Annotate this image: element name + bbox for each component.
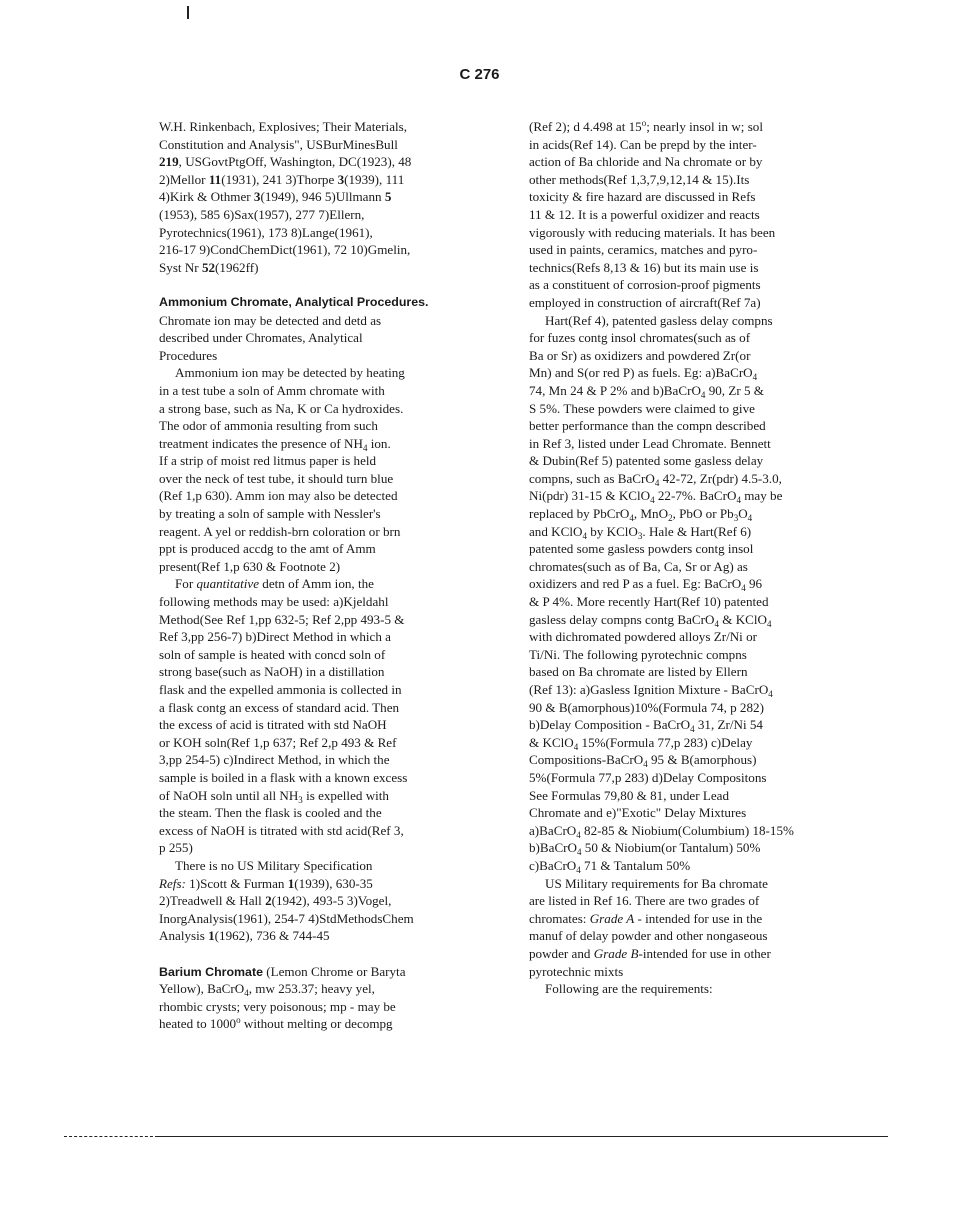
ammonium-chromate-paragraph-1: Chromate ion may be detected and detd as described under Chromates, Analytical Procedures <box>159 312 382 363</box>
barium-chromate-paragraph-3: US Military requirements for Ba chromate are listed in Ref 16. There are two grades of chromates: Grade A - intended for use in the manuf of delay powder and other nongaseous powder and Grade B-intended for use in other pyrotechnic mixts <box>529 875 771 979</box>
left-column <box>159 118 493 1033</box>
page-number: C 276 <box>459 66 500 83</box>
scan-mark <box>187 6 189 19</box>
barium-chromate-paragraph-2: Hart(Ref 4), patented gasless delay compns for fuzes contg insol chromates(such as of Ba or Sr) as oxidizers and powdered Zr(or Mn) and S(or red P) as fuels. Eg: a)BaCrO$_4$ 74, Mn 24 & P 2% and b)BaCrO$_4$ 90, Zr 5 & S 5%. These powders were claimed to give better performance than the compn described in Ref 3, listed under Lead Chromate. Bennett & Dubin(Ref 5) patented some gasless delay compns, such as BaCrO$_4$ 42-72, Zr(pdr) 4.5-3.0, Ni(pdr) 31-15 & KClO$_4$ 22-7%. BaCrO$_4$ may be replaced by PbCrO$_4$, MnO$_2$, PbO or $Pb_3O_4$ and KClO$_4$ by KClO$_3$. Hale & Hart(Ref 6) patented some gasless powders contg insol chromates(such as of Ba, Ca, Sr or Ag) as oxidizers and red P as a fuel. Eg: BaCrO$_4$ 96 & P 4%. More recently Hart(Ref 10) patented gasless delay compns contg BaCrO$_4$ & KClO$_4$ with dichromated powdered alloys Zr/Ni or Ti/Ni. The following pyrotechnic compns based on Ba chromate are listed by Ellern (Ref 13): a)Gasless Ignition Mixture - BaCrO$_4$ 90 & B(amorphous)10%(Formula 74, p 282) b)Delay Composition - BaCrO$_4$ 31, Zr/Ni 54 & KClO$_4$ 15%(Formula 77,p 283) c)Delay Compositions-BaCrO$_4$ 95 & B(amorphous) 5%(Formula 77,p 283) d)Delay Compositons See Formulas 79,80 & 81, under Lead Chromate and e)"Exotic" Delay Mixtures a)BaCrO$_4$ 82-85 & Niobium(Columbium) 18-15% b)BaCrO$_4$ 50 & Niobium(or Tantalum) 50% c)BaCrO$_4$ 71 & Tantalum 50% <box>529 312 794 875</box>
barium-chromate-paragraph-1: Barium Chromate (Lemon Chrome or Baryta Yellow), BaCrO$_4$, mw 253.37; heavy yel, rhombic crysts; very poisonous; mp - may be heated to 1000$^o$ without melting or decompg <box>159 963 406 1032</box>
ammonium-chromate-heading: Ammonium Chromate, Analytical Procedures. <box>159 294 429 309</box>
ammonium-chromate-paragraph-4: There is no US Military Specification <box>175 857 373 873</box>
footer-rule-dashed <box>64 1136 158 1137</box>
ammonium-chromate-paragraph-2: Ammonium ion may be detected by heating in a test tube a soln of Amm chromate with a strong base, such as Na, K or Ca hydroxides. The odor of ammonia resulting from such treatment indicates the presence of $NH_4$ ion. If a strip of moist red litmus paper is held over the neck of test tube, it should turn blue (Ref 1,p 630). Amm ion may also be detected by treating a soln of sample with Nessler's reagent. A yel or reddish-brn coloration or brn ppt is produced accdg to the amt of Amm present(Ref 1,p 630 & Footnote 2) <box>159 365 405 574</box>
references-continued: W.H. Rinkenbach, Explosives; Their Materials, Constitution and Analysis", USBurMinesBull 219, USGovtPtgOff, Washington, DC(1923), 48 2)Mellor 11(1931), 241 3)Thorpe 3(1939), 111 4)Kirk & Othmer 3(1949), 946 5)Ullmann 5 (1953), 585 6)Sax(1957), 277 7)Ellern, Pyrotechnics(1961), 173 8)Lange(1961), 216-17 9)CondChemDict(1961), 72 10)Gmelin, Syst Nr 52(1962ff) <box>159 119 412 275</box>
ammonium-chromate-paragraph-3: For quantitative detn of Amm ion, the following methods may be used: a)Kjeldahl Method(See Ref 1,pp 632-5; Ref 2,pp 493-5 & Ref 3,pp 256-7) b)Direct Method in which a soln of sample is heated with concd soln of strong base(such as NaOH) in a distillation flask and the expelled ammonia is collected in a flask contg an excess of standard acid. Then the excess of acid is titrated with std NaOH or KOH soln(Ref 1,p 637; Ref 2,p 493 & Ref 3,pp 254-5) c)Indirect Method, in which the sample is boiled in a flask with a known excess of NaOH soln until all $NH_3$ is expelled with the steam. Then the flask is cooled and the excess of NaOH is titrated with std acid(Ref 3, p 255) <box>159 576 408 856</box>
ammonium-chromate-refs: Refs: 1)Scott & Furman 1(1939), 630-35 2)Treadwell & Hall 2(1942), 493-5 3)Vogel, InorgAnalysis(1961), 254-7 4)StdMethodsChem Analysis 1(1962), 736 & 744-45 <box>159 875 414 944</box>
right-column <box>529 118 849 998</box>
barium-chromate-paragraph-1-continued: (Ref 2); d 4.498 at 15$^o$; nearly insol in w; sol in acids(Ref 14). Can be prepd by the inter- action of Ba chloride and Na chromate or by other methods(Ref 1,3,7,9,12,14 & 15).Its toxicity & fire hazard are discussed in Refs 11 & 12. It is a powerful oxidizer and reacts vigorously with reducing materials. It has been used in paints, ceramics, matches and pyro- technics(Refs 8,13 & 16) but its main use is as a constituent of corrosion-proof pigments employed in construction of aircraft(Ref 7a) <box>529 118 776 310</box>
barium-chromate-paragraph-4: Following are the requirements: <box>545 981 713 997</box>
footer-rule <box>158 1136 888 1137</box>
barium-chromate-heading: Barium Chromate <box>159 964 263 979</box>
